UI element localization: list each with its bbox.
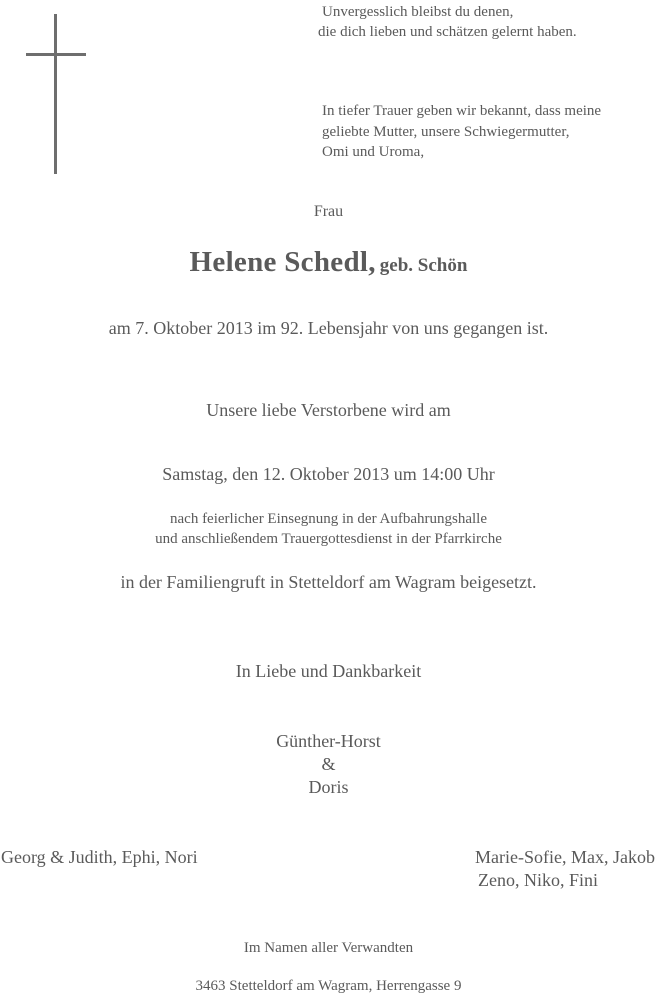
announcement-line-2: geliebte Mutter, unsere Schwiegermutter, <box>322 124 570 140</box>
burial-date: Samstag, den 12. Oktober 2013 um 14:00 Uhr <box>162 464 495 484</box>
mourners-left: Georg & Judith, Ephi, Nori <box>1 847 198 867</box>
cross-vertical-bar <box>54 14 57 174</box>
mourner-line-3: Doris <box>308 777 349 797</box>
announcement-line-3: Omi und Uroma, <box>322 144 425 160</box>
ceremony-line-2: und anschließendem Trauergottesdienst in der Pfarrkirche <box>155 531 502 547</box>
cross-horizontal-bar <box>26 53 86 56</box>
quote-line-1: Unvergesslich bleibst du denen, <box>322 4 514 20</box>
on-behalf-line: Im Namen aller Verwandten <box>243 940 414 956</box>
mourners-right-line-2: Zeno, Niko, Fini <box>478 870 598 890</box>
mourner-line-1: Günther-Horst <box>276 731 381 751</box>
deceased-name-line <box>0 246 657 279</box>
ceremony-line-1: nach feierlicher Einsegnung in der Aufbahrungshalle <box>170 511 487 527</box>
closing-phrase: In Liebe und Dankbarkeit <box>235 661 422 681</box>
salutation: Frau <box>313 203 344 220</box>
address: 3463 Stetteldorf am Wagram, Herrengasse 9 <box>195 978 462 994</box>
death-announcement: am 7. Oktober 2013 im 92. Lebensjahr von uns gegangen ist. <box>108 318 549 338</box>
deceased-name: Helene Schedl, <box>189 246 376 278</box>
burial-place: in der Familiengruft in Stetteldorf am Wagram beigesetzt. <box>120 572 537 592</box>
announcement-line-1: In tiefer Trauer geben wir bekannt, dass meine <box>322 103 602 119</box>
deceased-maiden-name: geb. Schön <box>379 255 468 276</box>
mourner-line-2: & <box>321 754 336 774</box>
mourners-right-line-1: Marie-Sofie, Max, Jakob <box>475 847 655 867</box>
quote-line-2: die dich lieben und schätzen gelernt haben. <box>318 24 577 40</box>
burial-intro: Unsere liebe Verstorbene wird am <box>206 400 451 420</box>
